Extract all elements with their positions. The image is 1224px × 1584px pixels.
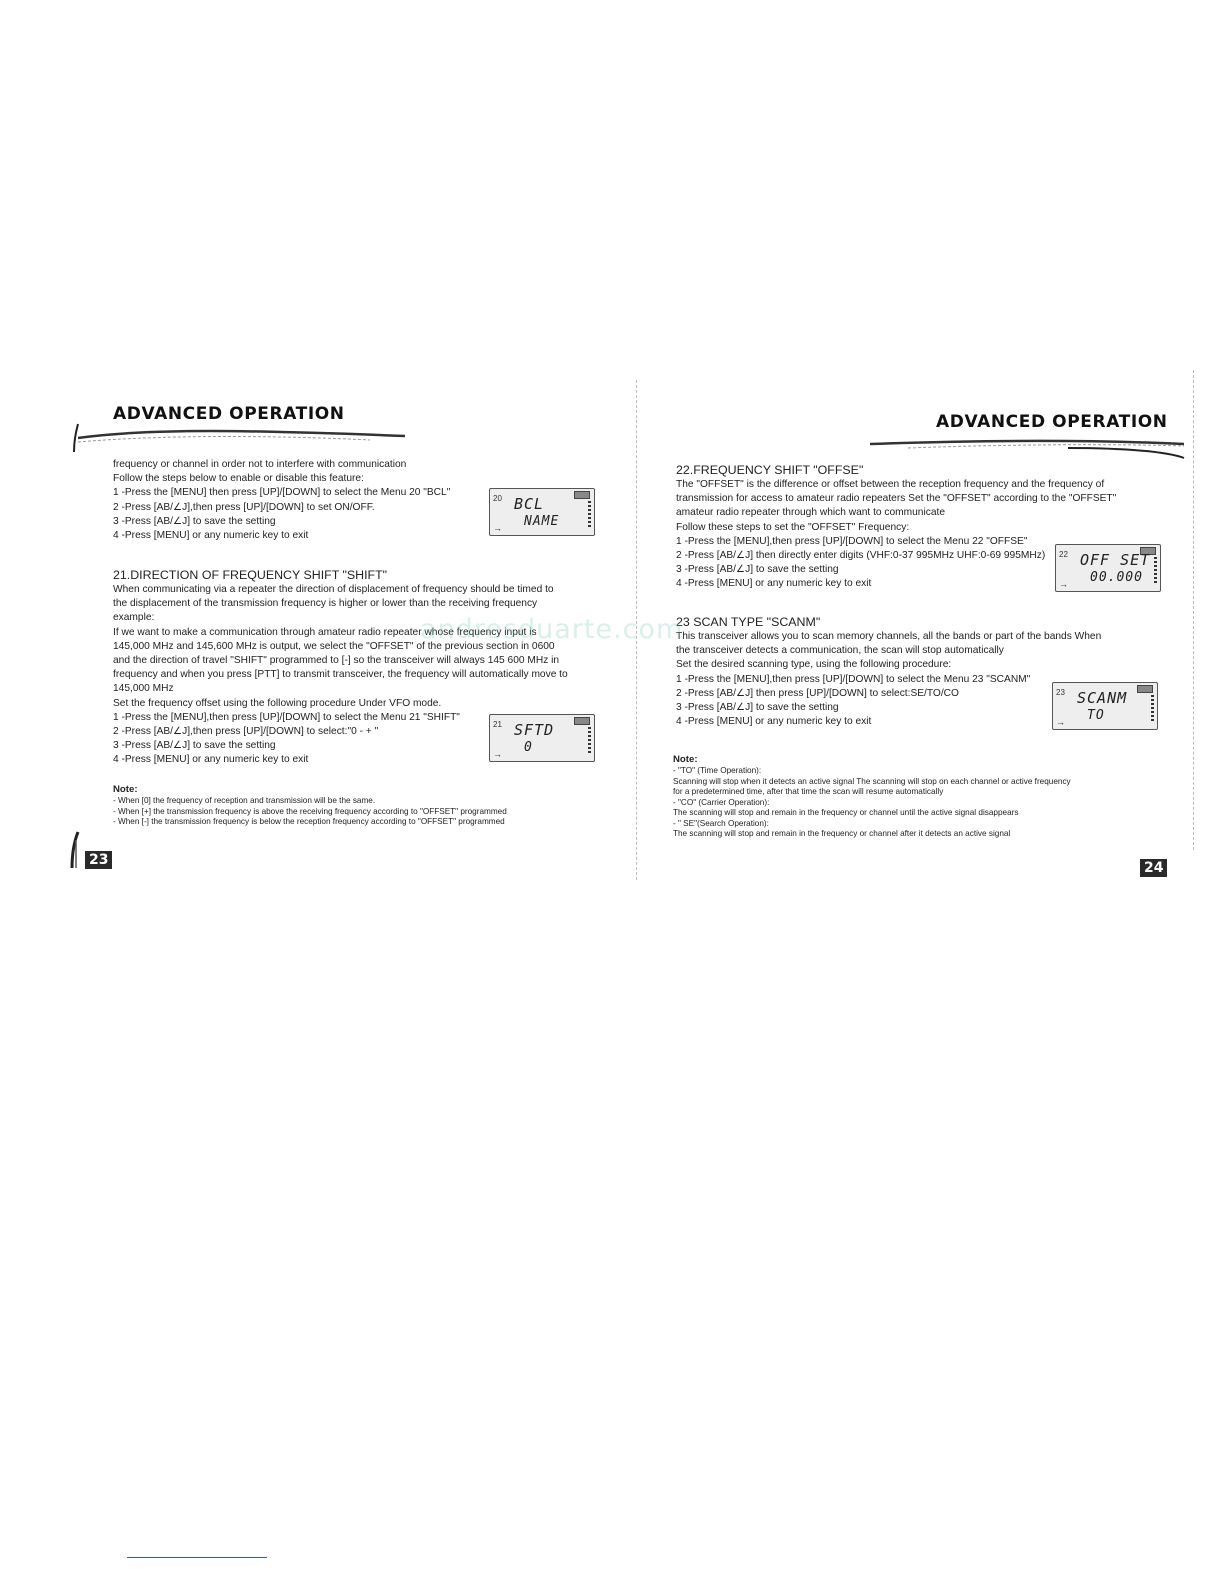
- section21-line: When communicating via a repeater the direction of displacement of frequency should be timed to: [113, 584, 554, 595]
- section21-line: Set the frequency offset using the following procedure Under VFO mode.: [113, 697, 442, 709]
- section23-block: [676, 614, 1101, 729]
- right-note-block: [673, 754, 1071, 840]
- section21-line: the displacement of the transmission frequency is higher or lower than the receiving frequency: [113, 598, 538, 610]
- note-line: - "TO" (Time Operation):: [673, 766, 762, 775]
- note-line: - " SE"(Search Operation):: [673, 818, 769, 828]
- arrow-right-icon: →: [493, 523, 502, 533]
- left-header-swoosh: [70, 420, 410, 454]
- section21-line: 4 -Press [MENU] or any numeric key to exit: [113, 754, 309, 766]
- signal-bars-icon: [588, 727, 591, 755]
- lcd-display-shift: [489, 714, 595, 762]
- bcl-line: Follow the steps below to enable or disable this feature:: [113, 473, 364, 485]
- section23-line: 3 -Press [AB/∠J] to save the setting: [676, 702, 839, 714]
- section21-title: 21.DIRECTION OF FREQUENCY SHIFT "SHIFT": [113, 568, 388, 582]
- battery-icon: [574, 717, 590, 725]
- section23-line: 4 -Press [MENU] or any numeric key to exit: [676, 716, 872, 728]
- section23-line: Set the desired scanning type, using the following procedure:: [676, 659, 952, 671]
- section22-line: The "OFFSET" is the difference or offset between the reception frequency and the frequency of: [676, 479, 1105, 490]
- right-header-title: ADVANCED OPERATION: [936, 412, 1168, 432]
- note-line: The scanning will stop and remain in the frequency or channel until the active signal disappears: [673, 808, 1019, 817]
- bottom-rule: [127, 1557, 267, 1558]
- bcl-line: 3 -Press [AB/∠J] to save the setting: [113, 515, 276, 527]
- section22-line: 2 -Press [AB/∠J] then directly enter digits (VHF:0-37 995MHz UHF:0-69 995MHz): [676, 550, 1046, 562]
- bcl-intro-block: [113, 458, 450, 543]
- note-line: - "CO" (Carrier Operation):: [673, 797, 770, 807]
- section23-line: 1 -Press the [MENU],then press [UP]/[DOWN] to select the Menu 23 "SCANM": [676, 673, 1031, 685]
- battery-icon: [1137, 685, 1153, 693]
- lcd-line1: OFF SET: [1080, 551, 1151, 569]
- note-title: Note:: [673, 754, 698, 765]
- section23-line: This transceiver allows you to scan memory channels, all the bands or part of the bands When: [676, 631, 1102, 642]
- bcl-line: 4 -Press [MENU] or any numeric key to exit: [113, 530, 309, 542]
- lcd-display-offset: [1055, 544, 1161, 592]
- section22-title: 22.FREQUENCY SHIFT "OFFSE": [676, 463, 864, 477]
- signal-bars-icon: [1154, 557, 1157, 585]
- section23-line: 2 -Press [AB/∠J] then press [UP]/[DOWN] to select:SE/TO/CO: [676, 687, 959, 699]
- lcd-line2: NAME: [524, 514, 560, 529]
- lcd-line2: TO: [1087, 708, 1105, 723]
- left-corner-mark: [66, 830, 86, 870]
- battery-icon: [574, 491, 590, 499]
- section23-title: 23 SCAN TYPE "SCANM": [676, 615, 821, 629]
- note-line: - When [-] the transmission frequency is below the reception frequency according to "OFFSET" programmed: [113, 817, 505, 826]
- lcd-line1: BCL: [514, 495, 545, 513]
- note-line: for a predetermined time, after that time the scan will resume automatically: [673, 787, 944, 796]
- arrow-right-icon: →: [1056, 717, 1065, 727]
- arrow-right-icon: →: [1059, 579, 1068, 589]
- section22-block: [676, 462, 1116, 592]
- lcd-display-bcl: [489, 488, 595, 536]
- section21-line: 3 -Press [AB/∠J] to save the setting: [113, 740, 276, 752]
- page-number-badge: 23: [85, 851, 112, 869]
- watermark-text: andresduarte.com: [420, 614, 684, 645]
- lcd-menu-number: 21: [493, 720, 502, 729]
- section22-line: Follow these steps to set the "OFFSET" Frequency:: [676, 521, 910, 533]
- lcd-menu-number: 23: [1056, 688, 1065, 697]
- section21-line: and the direction of travel "SHIFT" programmed to [-] so the transceiver will always 145 600 MHz in: [113, 655, 560, 667]
- lcd-menu-number: 20: [493, 494, 502, 503]
- section21-line: 2 -Press [AB/∠J],then press [UP]/[DOWN] to select:"0 - + ": [113, 726, 379, 738]
- section22-line: 4 -Press [MENU] or any numeric key to exit: [676, 578, 872, 590]
- bcl-line: 1 -Press the [MENU] then press [UP]/[DOWN] to select the Menu 20 "BCL": [113, 487, 451, 499]
- bcl-line: frequency or channel in order not to interfere with communication: [113, 459, 407, 470]
- note-line: - When [+] the transmission frequency is above the receiving frequency according to "OFFSET" programmed: [113, 806, 507, 816]
- section22-line: 3 -Press [AB/∠J] to save the setting: [676, 564, 839, 576]
- section22-line: 1 -Press the [MENU],then press [UP]/[DOWN] to select the Menu 22 "OFFSE": [676, 535, 1028, 547]
- signal-bars-icon: [1151, 695, 1154, 723]
- right-page: [612, 0, 1224, 1584]
- signal-bars-icon: [588, 501, 591, 529]
- note-line: The scanning will stop and remain in the frequency or channel after it detects an active signal: [673, 829, 1011, 838]
- section21-line: frequency and when you press [PTT] to transmit transceiver, the frequency will automatically move to: [113, 669, 568, 681]
- section21-line: 145,000 MHz and 145,600 MHz is output, we select the "OFFSET" of the previous section in 0600: [113, 640, 555, 652]
- section23-line: the transceiver detects a communication, the scan will stop automatically: [676, 645, 1004, 657]
- lcd-line1: SFTD: [514, 721, 555, 739]
- lcd-menu-number: 22: [1059, 550, 1068, 559]
- left-note-block: [113, 784, 507, 828]
- section21-line: If we want to make a communication through amateur radio repeater whose frequency input is: [113, 626, 537, 638]
- arrow-right-icon: →: [493, 749, 502, 759]
- section22-line: amateur radio repeater through which want to communicate: [676, 507, 945, 519]
- section21-line: 1 -Press the [MENU],then press [UP]/[DOWN] to select the Menu 21 "SHIFT": [113, 711, 460, 723]
- note-title: Note:: [113, 784, 138, 795]
- bcl-line: 2 -Press [AB/∠J],then press [UP]/[DOWN] to set ON/OFF.: [113, 501, 375, 513]
- note-line: - When [0] the frequency of reception and transmission will be the same.: [113, 796, 376, 805]
- left-header-title: ADVANCED OPERATION: [113, 404, 345, 424]
- section21-line: example:: [113, 612, 155, 624]
- lcd-line2: 0: [524, 740, 533, 755]
- section21-line: 145,000 MHz: [113, 683, 174, 695]
- lcd-display-scan: [1052, 682, 1158, 730]
- lcd-line2: 00.000: [1090, 570, 1143, 585]
- note-line: Scanning will stop when it detects an active signal The scanning will stop on each channel or active frequency: [673, 776, 1071, 786]
- lcd-line1: SCANM: [1077, 689, 1128, 707]
- right-header-swoosh: [868, 434, 1188, 462]
- section22-line: transmission for access to amateur radio repeaters Set the "OFFSET" according to the "OFFSET": [676, 493, 1117, 505]
- page-number-badge: 24: [1140, 859, 1167, 877]
